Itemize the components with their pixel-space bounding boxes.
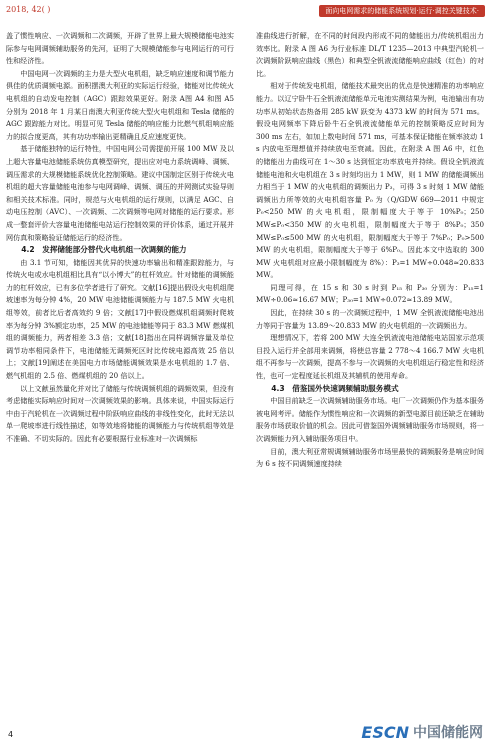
paragraph: 盖了惯性响应、一次调频和二次调频，开辟了世界上最大规模储能电池实际参与电网调频辅助服务的先河，证明了大规模储能参与电网运行的可行性和经济性。 — [6, 31, 234, 66]
paragraph: 准曲线进行折解，在不同的时间段内形成不同的储能出力/传统机组出力效率比。附录 A 图 A6 为行业标准 DL/T 1235—2013 中典型汽轮机一次调频阶跃响应曲线（黑色）和典型全钒液流储能响应曲线（红色）的对比。 — [256, 31, 484, 78]
left-column — [6, 30, 234, 446]
logo-text-cn: 中国储能网 — [413, 725, 483, 741]
section-heading: 4.3 借鉴国外快速调频辅助服务模式 — [271, 383, 399, 393]
logo-text-en: ESCN — [361, 722, 409, 742]
paragraph: 相对于传统发电机组，储能技术最突出的优点是快速精准的功率响应能力。以辽宁卧牛石全钒液流储能单元电池实测结果为例，电池输出有功功率从初始状态热备用 285 kW 跃变为 4373 kW 的时间为 571 ms。假设电网频率下降后卧牛石全钒液流储能单元的控制策略反应时间为 300 ms 左右，如加上数电时间 571 ms，可基本保证储能在频率波动 1 s 内放电至理想值并持续放电至衰减。因此，在附录 A 图 A6 中，红色的储能出力曲线可在 1～30 s 达到恒定功率放电并持续。假设全钒液流储能电池和火电机组在 3 s 时刻均出力 1 MW，则 1 MW 的储能调频出力相当于 1 MW 的火电机组的调频出力 P₃，可得 3 s 时刻 1 MW 储能调频出力所等效的火电机组容量 P₀ 为（Q/GDW 669—2011 中规定 P₀<250 MW 的火电机组，限制幅度大于等于 10%P₀；250 MW≤P₀<350 MW 的火电机组，限制幅度大于等于 8%P₀；350 MW≤P₀≤500 MW 的火电机组，限制幅度大于等于 7%P₀；P₀>500 MW 的火电机组，限制幅度大于等于 6%P₀。因此本文中选取的 300 MW 火电机组对应最小限制幅度为 8%）：P₃=1 MW÷0.048≈20.833 MW。 — [256, 81, 484, 280]
running-title: 面向电网需求的储能系统规划·运行·调控关键技术· — [319, 5, 485, 17]
paragraph: 基于储能独特的运行特性，中国电网公司需提前开展 100 MW 及以上超大容量电池储能系统仿真模型研究，提出应对电力系统调峰、调频、调压需求的大规模储能系统优化控制策略。建议中国制定区别于传统火电机组的超大容量储能电池参与电网调峰、调频、调压的并网测试实验导则和相关技术标准。同时，规范与火电机组的运行规则，以满足 AGC、自动电压控制（AVC）、一次调频、二次调频等电网对储能的运行要求。形成一整套评价大容量电池储能电站运行控制效果的评价体系，通过开展并网仿真和策略验证储能运行的经济性。 — [6, 144, 234, 242]
page-number: 4 — [8, 730, 14, 739]
paragraph: 中国目前缺乏一次调频辅助服务市场。电厂一次调频仍作为基本服务被电网考评。储能作为惯性响应和一次调频的新型电源目前还缺乏在辅助服务市场获取价值的机会。因此可借鉴国外调频辅助服务市场规则，将一次调频能力列入辅助服务项目中。 — [256, 396, 484, 443]
page-header — [0, 0, 491, 22]
section-heading: 4.2 发挥储能部分替代火电机组一次调频的能力 — [21, 245, 187, 255]
paragraph: 理想情况下，若将 200 MW 大连全钒液流电池储能电站国家示范项目投入运行并全部用来调频，将使总容量 2 778～4 166.7 MW 火电机组不再参与一次调频，提高不参与一次调频的火电机组运行稳定性和经济性，也可一定程度延长机组及其辅机的使用寿命。 — [256, 333, 484, 381]
paragraph: 因此，在持续 30 s 的一次调频过程中，1 MW 全钒液流储能电池出力等同于容量为 13.89～20.833 MW 的火电机组的一次调频出力。 — [256, 308, 484, 330]
paragraph: 中国电网一次调频的主力是大型火电机组，缺乏响应速度和调节能力俱佳的优质调频电源。面积摆澳大利亚的实际运行经验，储能对比传统火电机组的自动发电控制（AGC）跟踪效果更好。附录 A图 A4 和图 A5 分别为 2018 年 1 月某日南澳大利亚传统大型火电机组和 Tesla 储能的 AGC 跟踪能力对比。明显可见 Tesla 储能的响应能力比燃气机组响应能力的拟合度更高，其有功功率输出更精确且反应速度更快。 — [6, 68, 234, 141]
right-column — [256, 30, 484, 471]
paragraph: 目前，澳大利亚常规调频辅助服务市场里最快的调频服务是响应时间为 6 s 按不同调频速度持续 — [256, 446, 484, 469]
paragraph: 由 3.1 节可知，储能因其优异的快速功率输出和精准跟踪能力，与传统火电或水电机组相比具有“以小博大”的杠杆效应。针对储能的调频能力的杠杆效应，已有多位学者进行了研究。文献[16]提出假设火电机组爬坡速率为每分钟 4%，20 MW 电池储能调频能力与 187.5 MW 火电机组等效，前者比后者高效约 9 倍；文献[17]中假设燃煤机组调频时爬坡率为每分钟 3%额定功率，25 MW 的电池储能等同于 83.3 MW 燃煤机组的调频能力，两者相差 3.3 倍；文献[18]指出在同样调频容量及单位调节功率相同条件下，电池储能无调频死区时比传统电源高效 25 倍以上；文献[19]阐述在美国电力市场储能调频效果是水电机组的 1.7 倍、燃气机组的 2.5 倍、燃煤机组的 20 倍以上。 — [6, 257, 234, 381]
paragraph: 同理可得，在 15 s 和 30 s 时到 P₁₅ 和 P₃₀ 分别为：P₁₅=1 MW÷0.06≈16.67 MW；P₃₀=1 MW÷0.072≈13.89 MW。 — [256, 282, 484, 305]
watermark-logo — [361, 721, 483, 743]
journal-issue: 2018, 42( ) — [6, 5, 51, 14]
paragraph: 以上文献虽然量化并对比了储能与传统调频机组的调频效果，但没有考虑储能实际响应时间对一次调频效果的影响。具体来说，中国实际运行中由于汽轮机在一次调频过程中阶跃响应曲线的非线性变化，此时无法以单一爬坡率进行线性描述，如等效地将储能的调频能力与传统机组等效是不准确、不切实际的。因此有必要根据行业标准对一次调频标 — [6, 383, 234, 443]
